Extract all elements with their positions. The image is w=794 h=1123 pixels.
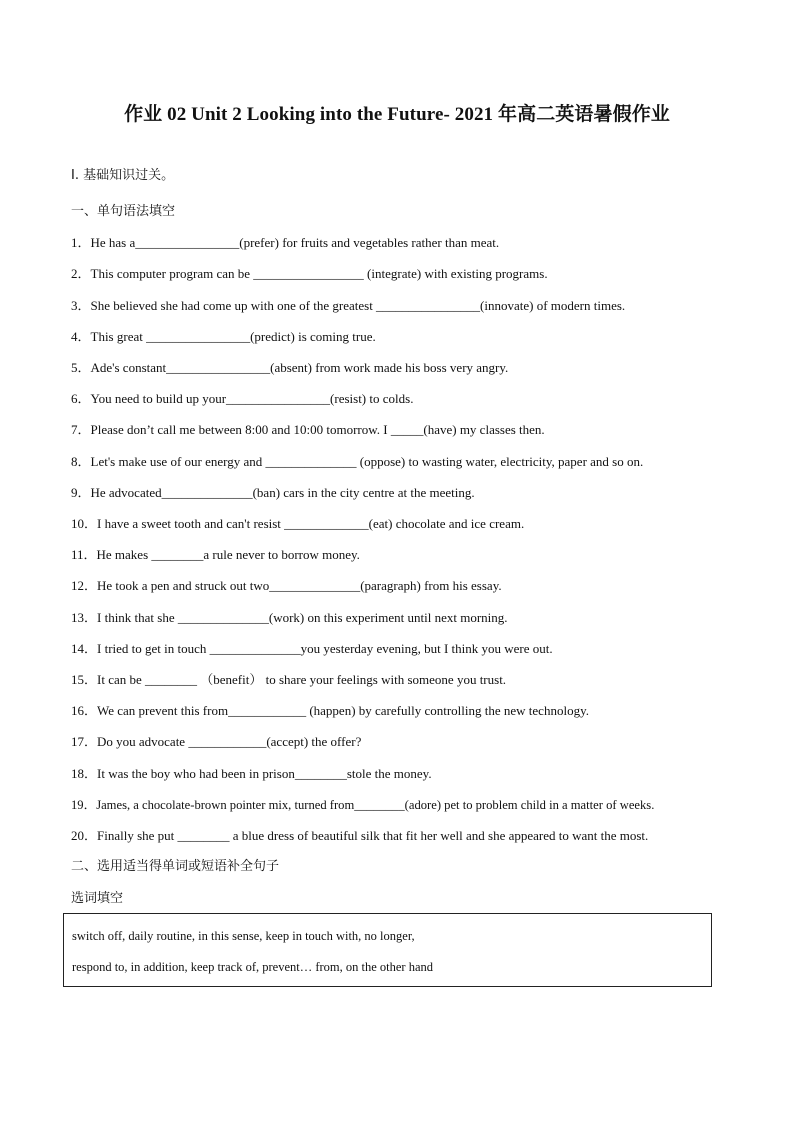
exercise-item-18: 18．It was the boy who had been in prison________stole the money. (71, 766, 432, 781)
exercise-item-4: 4．This great ________________(predict) is coming true. (71, 329, 376, 344)
exercise-item-3: 3．She believed she had come up with one of the greatest ________________(innovate) of modern times. (71, 298, 626, 313)
exercise-item-2: 2．This computer program can be _________________ (integrate) with existing programs. (71, 266, 548, 281)
page-title: 作业 02 Unit 2 Looking into the Future- 2021 年高二英语暑假作业 (124, 104, 670, 125)
exercise-item-7: 7．Please don’t call me between 8:00 and 10:00 tomorrow. I _____(have) my classes then. (71, 422, 545, 437)
exercise-item-6: 6．You need to build up your________________(resist) to colds. (71, 391, 414, 406)
section2-heading: 二、选用适当得单词或短语补全句子 (71, 859, 280, 874)
exercise-item-5: 5．Ade's constant________________(absent) from work made his boss very angry. (71, 360, 509, 375)
exercise-item-12: 12．He took a pen and struck out two______________(paragraph) from his essay. (71, 578, 502, 593)
exercise-item-20: 20．Finally she put ________ a blue dress of beautiful silk that fit her well and she appeared to want the most. (71, 828, 649, 843)
exercise-item-1: 1．He has a________________(prefer) for fruits and vegetables rather than meat. (71, 235, 500, 250)
exercise-item-15: 15．It can be ________ （benefit） to share your feelings with someone you trust. (71, 672, 507, 687)
part1-heading: I. 基础知识过关。 (71, 168, 175, 183)
exercise-item-14: 14．I tried to get in touch ______________you yesterday evening, but I think you were out. (71, 641, 553, 656)
exercise-item-9: 9．He advocated______________(ban) cars in the city centre at the meeting. (71, 485, 475, 500)
word-bank-label: 选词填空 (71, 891, 124, 906)
exercise-item-16: 16．We can prevent this from____________ (happen) by carefully controlling the new technology. (71, 703, 589, 718)
exercise-item-11: 11．He makes ________a rule never to borrow money. (71, 547, 360, 562)
word-bank-box (63, 913, 712, 987)
exercise-item-13: 13．I think that she ______________(work) on this experiment until next morning. (71, 610, 508, 625)
word-bank-line-1: switch off, daily routine, in this sense, keep in touch with, no longer, (72, 929, 415, 943)
exercise-item-8: 8．Let's make use of our energy and ______________ (oppose) to wasting water, electricity, paper and so on. (71, 454, 644, 469)
exercise-item-17: 17．Do you advocate ____________(accept) the offer? (71, 734, 362, 749)
section1-heading: 一、单句语法填空 (71, 204, 176, 219)
exercise-item-19: 19．James, a chocolate-brown pointer mix, turned from________(adore) pet to problem child in a matter of weeks. (71, 798, 655, 812)
word-bank-line-2: respond to, in addition, keep track of, prevent… from, on the other hand (72, 960, 434, 974)
exercise-item-10: 10．I have a sweet tooth and can't resist _____________(eat) chocolate and ice cream. (71, 516, 525, 531)
